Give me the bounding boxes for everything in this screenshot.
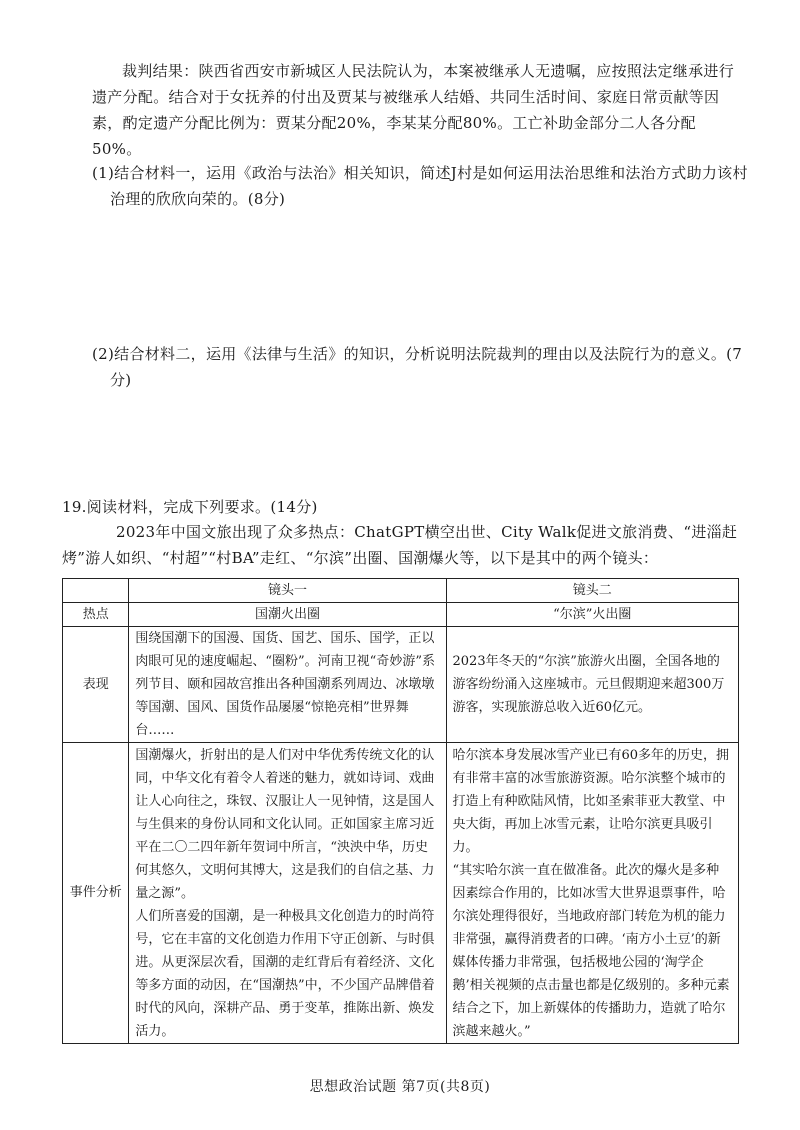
- performance-scene-1: 围绕国潮下的国漫、国货、国艺、国乐、国学，正以肉眼可见的速度崛起、“圈粉”。河南卫视“奇妙游”系列节目、颐和园故宫推出各种国潮系列周边、冰墩墩等国潮、国风、国货作品屡屡“惊艳亮相”世界舞台……: [129, 627, 446, 743]
- hotspot-scene-1: 国潮火出圈: [129, 603, 446, 627]
- analysis-scene-2-para-1: 哈尔滨本身发展冰雪产业已有60多年的历史，拥有非常丰富的冰雪旅游资源。哈尔滨整个城市的打造上有种欧陆风情，比如圣索菲亚大教堂、中央大街，再加上冰雪元素，让哈尔滨更具吸引力。: [452, 747, 730, 855]
- table-header-row: [63, 579, 739, 603]
- question-18-part-2: (2)结合材料二，运用《法律与生活》的知识，分析说明法院裁判的理由以及法院行为的意义。(7分): [92, 345, 743, 389]
- table-row-analysis: [63, 743, 739, 1044]
- question-19-title: 19.阅读材料，完成下列要求。(14分): [62, 498, 318, 516]
- analysis-scene-2: [446, 743, 738, 1044]
- table-row-hotspot: [63, 603, 739, 627]
- hotspot-scene-2: “尔滨”火出圈: [446, 603, 738, 627]
- performance-scene-2: 2023年冬天的“尔滨”旅游火出圈，全国各地的游客纷纷涌入这座城市。元旦假期迎来超300万游客，实现旅游总收入近60亿元。: [446, 627, 738, 743]
- analysis-scene-1-para-2: 人们所喜爱的国潮，是一种极具文化创造力的时尚符号，它在丰富的文化创造力作用下守正创新、与时俱进。从更深层次看，国潮的走红背后有着经济、文化等多方面的动因，在“国潮热”中，不少国产品牌借着时代的风向，深耕产品、勇于变革，推陈出新、焕发活力。: [135, 908, 435, 1039]
- material-two-verdict: 裁判结果：陕西省西安市新城区人民法院认为，本案被继承人无遗嘱，应按照法定继承进行遗产分配。结合对于女抚养的付出及贾某与被继承人结婚、共同生活时间、家庭日常贡献等因素，酌定遗产分配比例为：贾某分配20%，李某某分配80%。工亡补助金部分二人各分配50%。: [92, 62, 735, 158]
- scenes-table: [62, 578, 739, 1044]
- row-label-hotspot: 热点: [63, 603, 129, 627]
- question-19-intro: 2023年中国文旅出现了众多热点：ChatGPT横空出世、City Walk促进文旅消费、“进淄赶烤”游人如织、“村超”“村BA”走红、“尔滨”出圈、国潮爆火等，以下是其中的两个镜头：: [62, 523, 738, 567]
- page-footer: 思想政治试题 第7页(共8页): [309, 1079, 491, 1095]
- row-label-analysis: 事件分析: [63, 743, 129, 1044]
- question-18-part-1: (1)结合材料一，运用《政治与法治》相关知识，简述J村是如何运用法治思维和法治方式助力该村治理的欣欣向荣的。(8分): [92, 164, 748, 208]
- analysis-scene-1-para-1: 国潮爆火，折射出的是人们对中华优秀传统文化的认同，中华文化有着令人着迷的魅力，就如诗词、戏曲让人心向往之，珠钗、汉服让人一见钟情，这是国人与生俱来的身份认同和文化认同。正如国家主席习近平在二〇二四年新年贺词中所言，“泱泱中华，历史何其悠久，文明何其博大，这是我们的自信之基、力量之源”。: [135, 747, 435, 901]
- analysis-scene-1: [129, 743, 446, 1044]
- column-header-scene-2: 镜头二: [446, 579, 738, 603]
- analysis-scene-2-para-2: “其实哈尔滨一直在做准备。此次的爆火是多种因素综合作用的，比如冰雪大世界退票事件，哈尔滨处理得很好，当地政府部门转危为机的能力非常强，赢得消费者的口碑。‘南方小土豆’的新媒体传播力非常强，包括极地公园的‘淘学企鹅’相关视频的点击量也都是亿级别的。多种元素结合之下，加上新媒体的传播助力，造就了哈尔滨越来越火。”: [452, 862, 730, 1039]
- table-row-performance: [63, 627, 739, 743]
- row-label-performance: 表现: [63, 627, 129, 743]
- corner-cell: [63, 579, 129, 603]
- column-header-scene-1: 镜头一: [129, 579, 446, 603]
